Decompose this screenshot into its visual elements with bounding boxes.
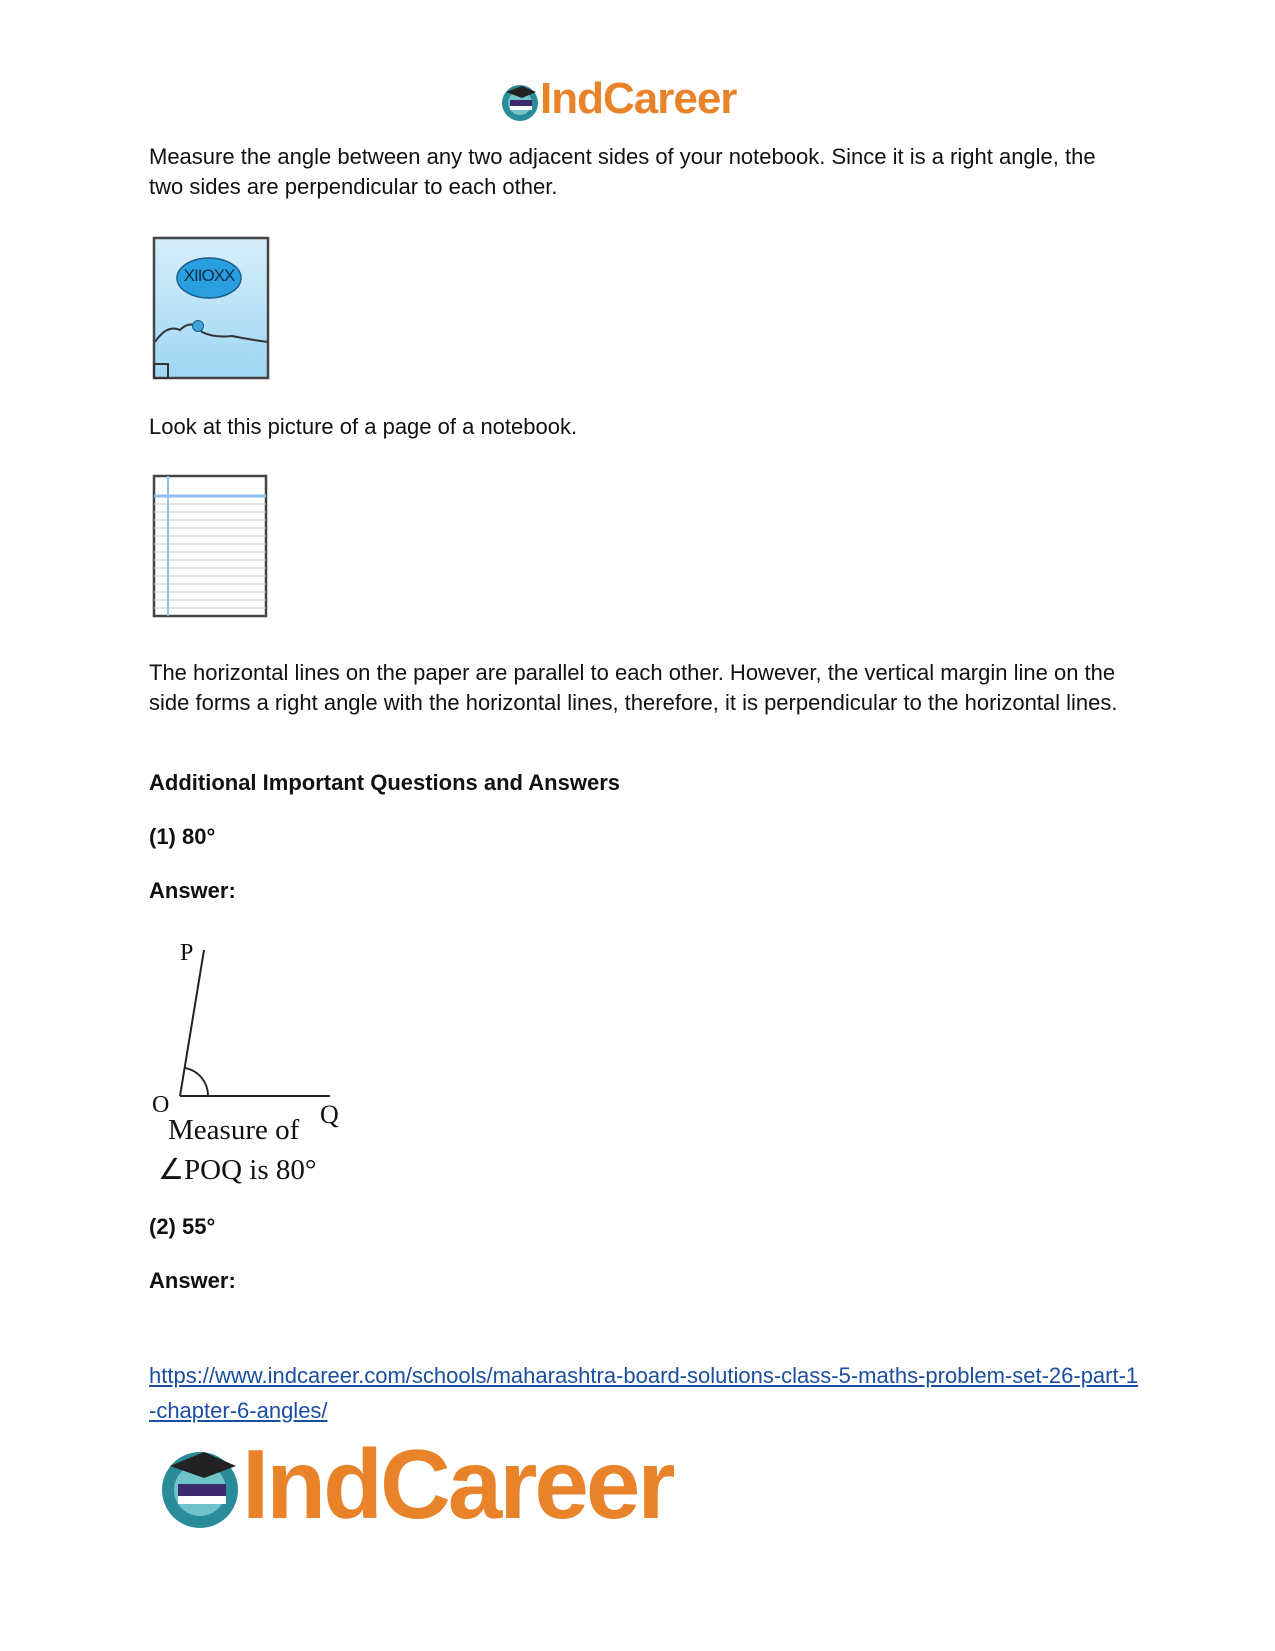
- section-heading: Additional Important Questions and Answers: [149, 770, 621, 795]
- source-link[interactable]: https://www.indcareer.com/schools/maharashtra-board-solutions-class-5-maths-problem-set-26-part-1-chapter-6-angles/: [149, 1363, 1139, 1423]
- point-p-label: P: [180, 940, 194, 966]
- ray-op: [180, 950, 204, 1096]
- answer-1-label: Answer:: [149, 878, 236, 903]
- header-logo: [500, 74, 770, 128]
- angle-caption-line1: Measure of: [168, 1114, 300, 1146]
- point-q-label: Q: [320, 1100, 339, 1129]
- footer-logo: [158, 1429, 698, 1539]
- question-1: (1) 80°: [149, 824, 216, 849]
- angle-arc: [185, 1068, 208, 1096]
- ruled-page-image: [152, 474, 268, 618]
- angle-poq-figure: [150, 932, 360, 1194]
- header-logo-text: IndCareer: [540, 74, 737, 123]
- question-2: (2) 55°: [149, 1214, 216, 1239]
- footer-logo-text: IndCareer: [242, 1429, 673, 1539]
- point-o-label: O: [152, 1092, 170, 1118]
- notebook-cover-label: XIIOXX: [183, 266, 235, 285]
- notebook-cover-image: [152, 236, 270, 380]
- lines-explanation-paragraph: The horizontal lines on the paper are parallel to each other. However, the vertical margin line on the side forms a right angle with the horizontal lines, therefore, it is perpendicular to the horizontal lines.: [149, 660, 1118, 715]
- answer-2-label: Answer:: [149, 1268, 236, 1293]
- angle-caption-line2: ∠POQ is 80°: [158, 1154, 317, 1186]
- notebook-page-caption: Look at this picture of a page of a notebook.: [149, 414, 578, 439]
- intro-paragraph: Measure the angle between any two adjacent sides of your notebook. Since it is a right angle, the two sides are perpendicular to each other.: [149, 144, 1096, 199]
